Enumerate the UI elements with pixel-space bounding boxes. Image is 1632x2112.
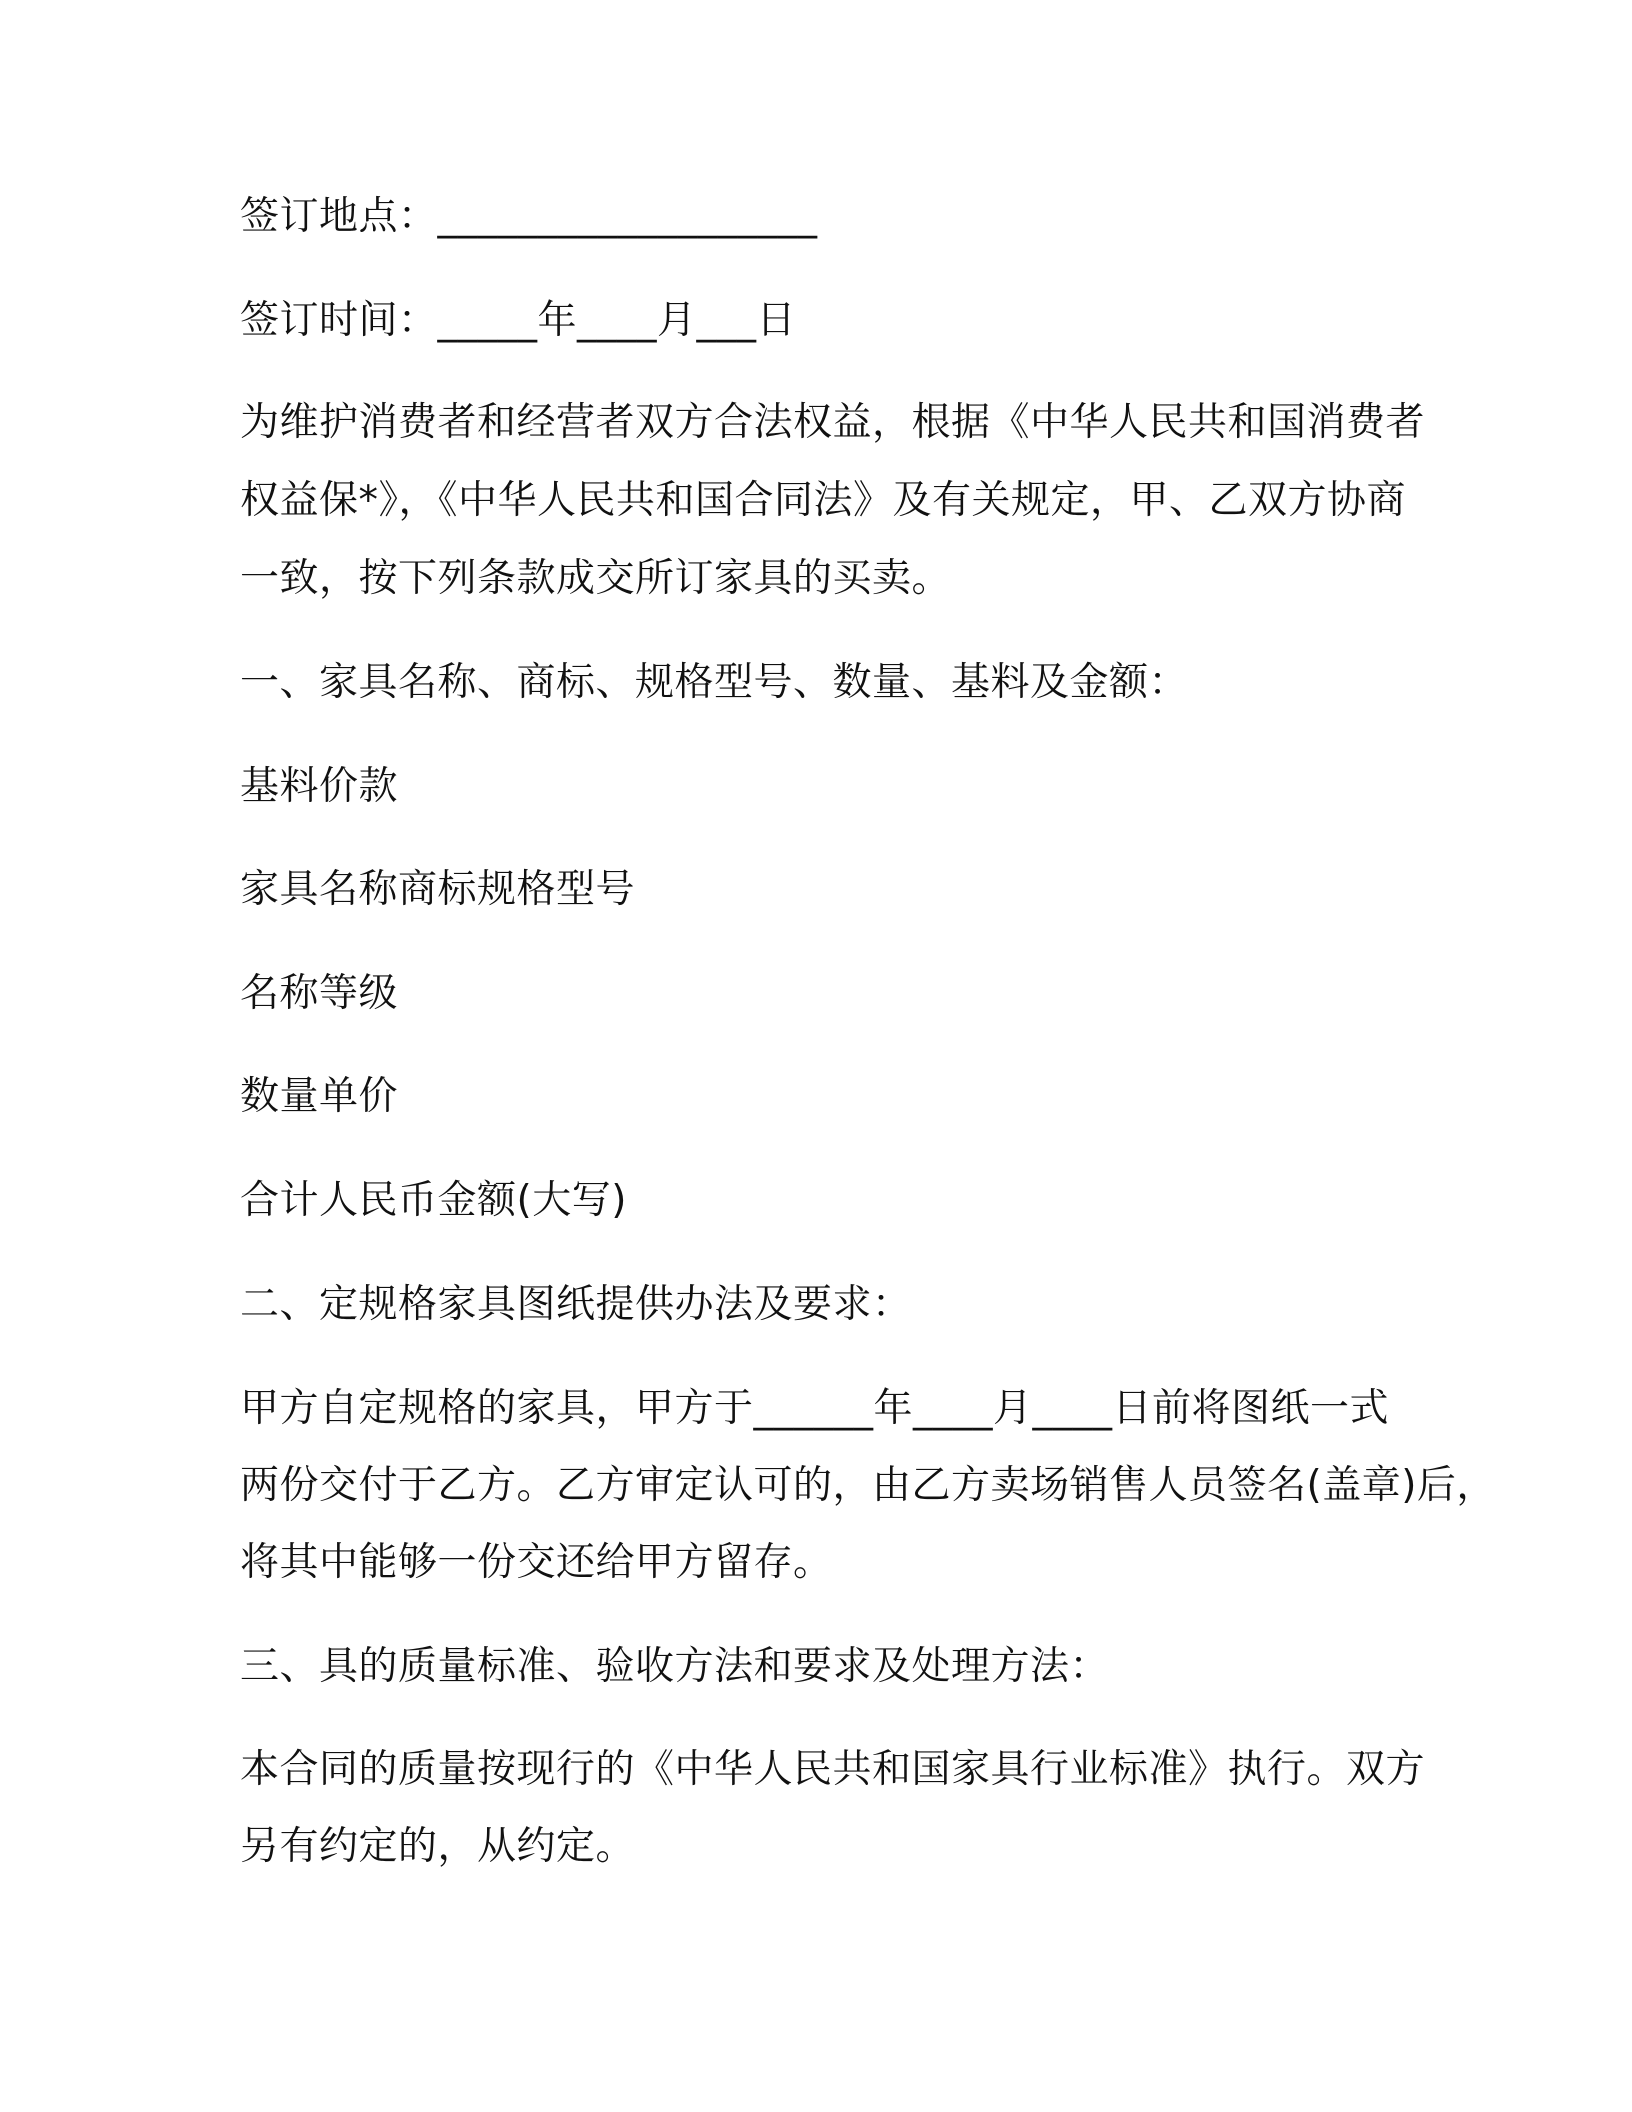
section-2-heading: 二、定规格家具图纸提供办法及要求： xyxy=(240,1282,912,1327)
section-3-line-2: 另有约定的，从约定。 xyxy=(240,1824,636,1869)
section-2-line-3: 将其中能够一份交还给甲方留存。 xyxy=(240,1540,833,1585)
section-2-line-1: 甲方自定规格的家具，甲方于______年____月____日前将图纸一式 xyxy=(240,1386,1390,1431)
item-name-grade: 名称等级 xyxy=(240,971,399,1016)
signing-place-line: 签订地点：___________________ xyxy=(240,194,818,239)
preamble-line-2: 权益保*》，《中华人民共和国合同法》及有关规定，甲、乙双方协商 xyxy=(240,478,1407,523)
section-3-heading: 三、具的质量标准、验收方法和要求及处理方法： xyxy=(240,1644,1110,1689)
section-3-line-1: 本合同的质量按现行的《中华人民共和国家具行业标准》执行。双方 xyxy=(240,1747,1426,1792)
item-total-amount: 合计人民币金额(大写) xyxy=(240,1178,627,1223)
signing-date-line: 签订时间：_____年____月___日 xyxy=(240,298,797,343)
item-quantity-unit-price: 数量单价 xyxy=(240,1074,399,1119)
preamble-line-1: 为维护消费者和经营者双方合法权益，根据《中华人民共和国消费者 xyxy=(240,400,1426,445)
item-base-material-price: 基料价款 xyxy=(240,764,399,809)
section-2-line-2: 两份交付于乙方。乙方审定认可的，由乙方卖场销售人员签名(盖章)后， xyxy=(240,1463,1496,1508)
item-furniture-name-spec: 家具名称商标规格型号 xyxy=(240,867,636,912)
preamble-line-3: 一致，按下列条款成交所订家具的买卖。 xyxy=(240,556,952,601)
section-1-heading: 一、家具名称、商标、规格型号、数量、基料及金额： xyxy=(240,660,1189,705)
